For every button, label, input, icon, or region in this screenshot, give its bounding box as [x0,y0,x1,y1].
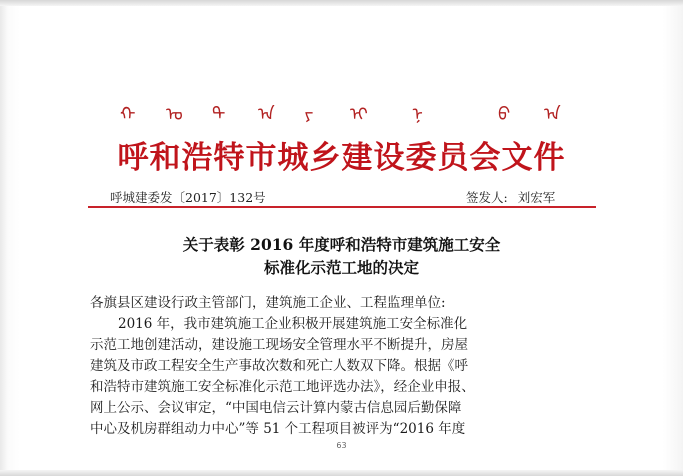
mongolian-glyph: ᠢ [350,104,368,125]
mongolian-glyph: ᠣ [166,104,183,125]
mongolian-glyph: ᠠ [258,104,275,125]
page-number: 63 [336,441,347,450]
mongolian-glyph: ᠬ [120,104,136,125]
document-number: 呼城建委发〔2017〕132号 [110,190,266,205]
signer [466,188,555,206]
signer-label: 签发人: [466,190,508,205]
salutation: 各旗县区建设行政主管部门，建筑施工企业、工程监理单位: [90,295,446,311]
scan-top-edge [0,0,683,6]
subtitle-line-1: 关于表彰 2016 年度呼和浩特市建筑施工安全 [182,235,501,254]
body-line: 中心及机房群组动力中心”等 51 个工程项目被评为“2016 年度 [90,421,466,437]
signer-name: 刘宏军 [517,190,556,205]
body-line: 和浩特市建筑施工安全标准化示范工地评选办法》，经企业申报、 [90,379,475,395]
body-line: 示范工地创建活动，建设施工现场安全管理水平不断提升，房屋 [90,337,468,353]
mongolian-glyph: ᠠ [544,104,561,125]
body-line: 网上公示、会议审定，“中国电信云计算内蒙古信息园后勤保障 [90,400,462,416]
mongolian-glyph: ᠶ [304,104,314,125]
subtitle-line-2: 标准化示范工地的决定 [263,258,419,277]
mongolian-script-header [0,103,683,129]
body-line: 建筑及市政工程安全生产事故次数和死亡人数双下降。根据《呼 [90,358,468,374]
mongolian-glyph: ᠨ [412,104,423,125]
mongolian-glyph: ᠲ [212,104,226,125]
body-line: 2016 年，我市建筑施工企业积极开展建筑施工安全标准化 [118,316,468,332]
red-divider-line [88,206,596,208]
scan-bottom-edge [0,470,683,476]
document-title: 呼和浩特市城乡建设委员会文件 [117,140,566,176]
mongolian-glyph: ᠪ [498,104,511,125]
